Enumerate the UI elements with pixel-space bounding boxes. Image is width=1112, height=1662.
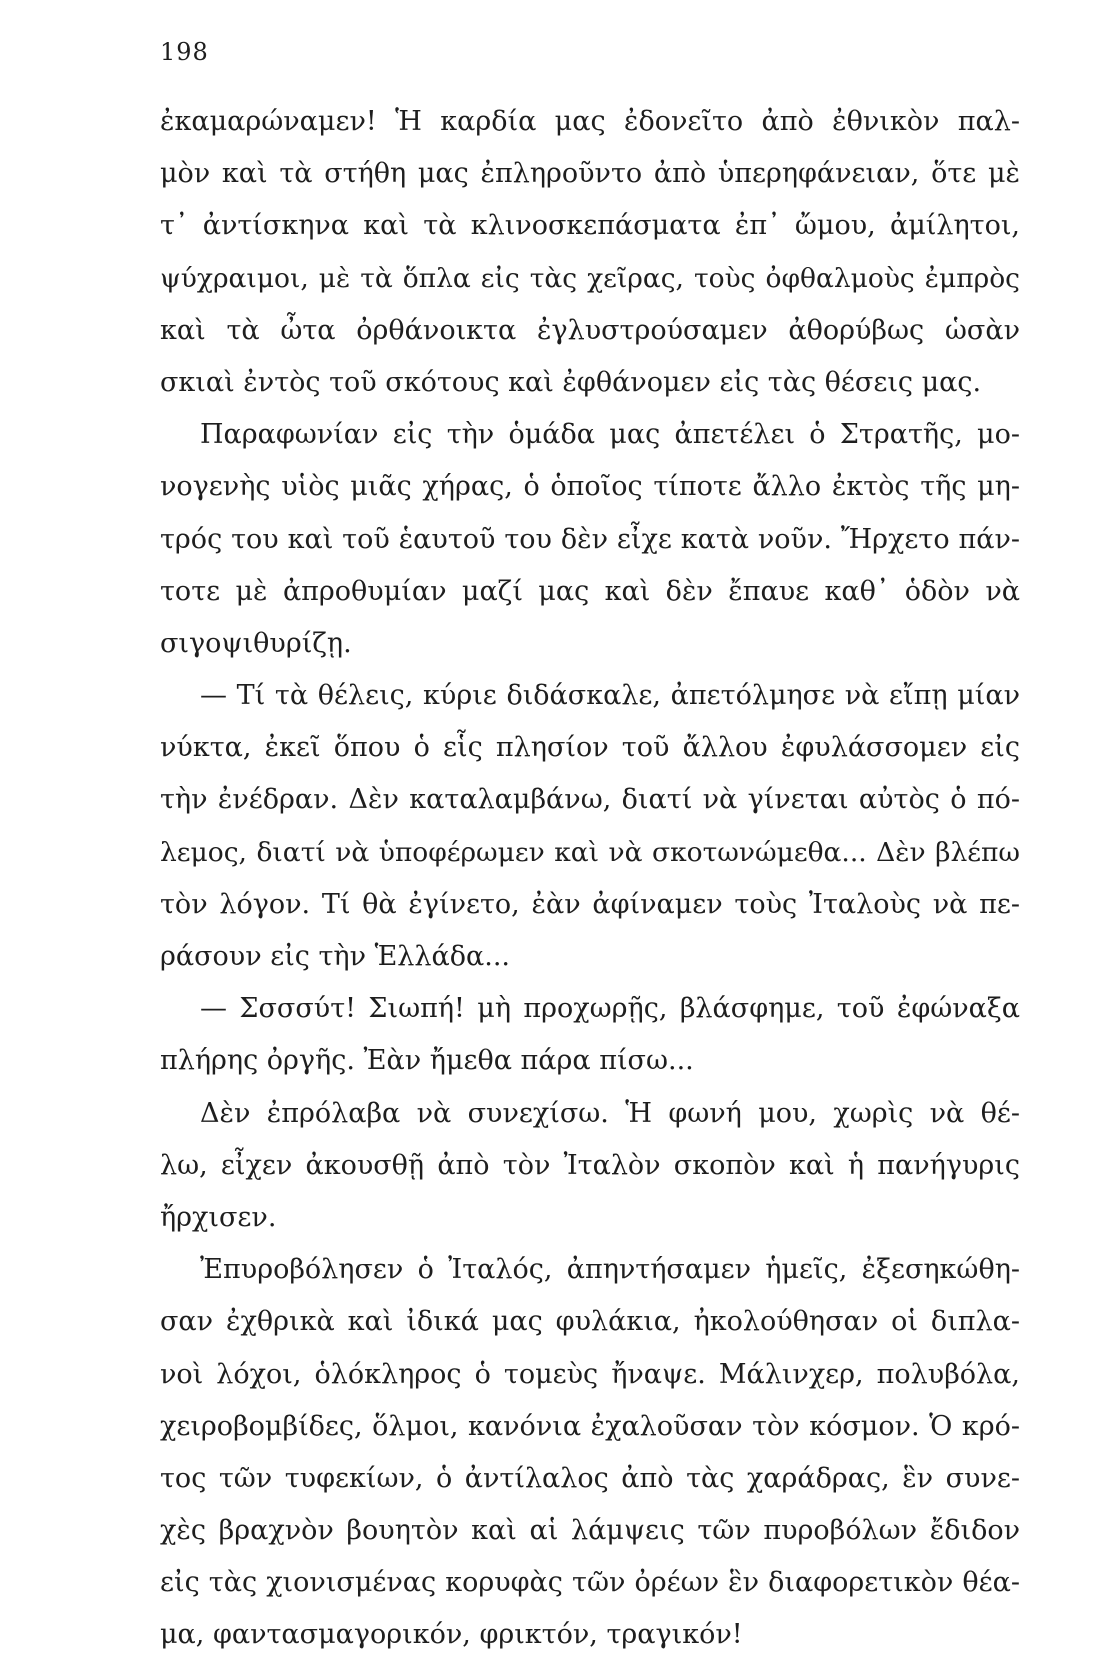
text-line: Δὲν ἐπρόλαβα νὰ συνεχίσω. Ἡ φωνή μου, χωρὶς νὰ θέ- [200, 1097, 1020, 1129]
text-line: σιγοψιθυρίζῃ. [160, 627, 352, 659]
text-line: εἰς τὰς χιονισμένας κορυφὰς τῶν ὀρέων ἓν διαφορετικὸν θέα- [160, 1567, 1020, 1599]
text-line: καὶ τὰ ὦτα ὀρθάνοικτα ἐγλυστρούσαμεν ἀθορύβως ὡσὰν [160, 314, 1020, 346]
text-line: τος τῶν τυφεκίων, ὁ ἀντίλαλος ἀπὸ τὰς χαράδρας, ἓν συνε- [160, 1462, 1020, 1494]
text-line: τὸν λόγον. Τί θὰ ἐγίνετο, ἐὰν ἀφίναμεν τοὺς Ἰταλοὺς νὰ πε- [160, 888, 1020, 920]
body-text [160, 96, 1020, 1662]
text-line: — Τί τὰ θέλεις, κύριε διδάσκαλε, ἀπετόλμησε νὰ εἴπῃ μίαν [200, 680, 1020, 712]
text-line: ράσουν εἰς τὴν Ἑλλάδα... [160, 941, 510, 972]
text-line: νογενὴς υἱὸς μιᾶς χήρας, ὁ ὁποῖος τίποτε ἄλλο ἐκτὸς τῆς μη- [160, 471, 1020, 503]
text-line: μὸν καὶ τὰ στήθη μας ἐπληροῦντο ἀπὸ ὑπερηφάνειαν, ὅτε μὲ [160, 158, 1020, 190]
text-line: τοτε μὲ ἀπροθυμίαν μαζί μας καὶ δὲν ἔπαυε καθ᾽ ὁδὸν νὰ [160, 575, 1020, 607]
text-line: νοὶ λόχοι, ὁλόκληρος ὁ τομεὺς ἤναψε. Μάλινχερ, πολυβόλα, [160, 1358, 1020, 1390]
text-line: χειροβομβίδες, ὅλμοι, κανόνια ἐχαλοῦσαν τὸν κόσμον. Ὁ κρό- [160, 1410, 1020, 1442]
text-line: χὲς βραχνὸν βουητὸν καὶ αἱ λάμψεις τῶν πυροβόλων ἔδιδον [160, 1515, 1020, 1547]
text-line: τ᾽ ἀντίσκηνα καὶ τὰ κλινοσκεπάσματα ἐπ᾽ ὤμου, ἀμίλητοι, [160, 210, 1020, 242]
text-line: Παραφωνίαν εἰς τὴν ὁμάδα μας ἀπετέλει ὁ Στρατῆς, μο- [200, 419, 1020, 451]
text-line: ἤρχισεν. [160, 1201, 277, 1233]
text-line: μα, φαντασμαγορικόν, φρικτόν, τραγικόν! [160, 1619, 743, 1651]
text-line: λω, εἶχεν ἀκουσθῇ ἀπὸ τὸν Ἰταλὸν σκοπὸν καὶ ἡ πανήγυρις [160, 1149, 1020, 1181]
text-line: Ἐπυροβόλησεν ὁ Ἰταλός, ἀπηντήσαμεν ἡμεῖς, ἐξεσηκώθη- [200, 1254, 1020, 1286]
text-line: σαν ἐχθρικὰ καὶ ἰδικά μας φυλάκια, ἠκολούθησαν οἱ διπλα- [160, 1306, 1020, 1338]
text-line: νύκτα, ἐκεῖ ὅπου ὁ εἷς πλησίον τοῦ ἄλλου ἐφυλάσσομεν εἰς [160, 732, 1020, 764]
page-number: 198 [160, 38, 209, 66]
text-line: λεμος, διατί νὰ ὑποφέρωμεν καὶ νὰ σκοτωνώμεθα... Δὲν βλέπω [160, 836, 1020, 868]
text-line: — Σσσσύτ! Σιωπή! μὴ προχωρῇς, βλάσφημε, τοῦ ἐφώναξα [200, 993, 1020, 1025]
text-line: ψύχραιμοι, μὲ τὰ ὅπλα εἰς τὰς χεῖρας, τοὺς ὀφθαλμοὺς ἐμπρὸς [160, 262, 1020, 294]
text-line: πλήρης ὀργῆς. Ἐὰν ἤμεθα πάρα πίσω... [160, 1045, 694, 1077]
text-line: τὴν ἐνέδραν. Δὲν καταλαμβάνω, διατί νὰ γίνεται αὐτὸς ὁ πό- [160, 784, 1020, 816]
text-line: ἐκαμαρώναμεν! Ἡ καρδία μας ἐδονεῖτο ἀπὸ ἐθνικὸν παλ- [160, 106, 1020, 137]
text-line: σκιαὶ ἐντὸς τοῦ σκότους καὶ ἐφθάνομεν εἰς τὰς θέσεις μας. [160, 366, 982, 398]
text-line: τρός του καὶ τοῦ ἑαυτοῦ του δὲν εἶχε κατὰ νοῦν. Ἤρχετο πάν- [160, 523, 1020, 555]
